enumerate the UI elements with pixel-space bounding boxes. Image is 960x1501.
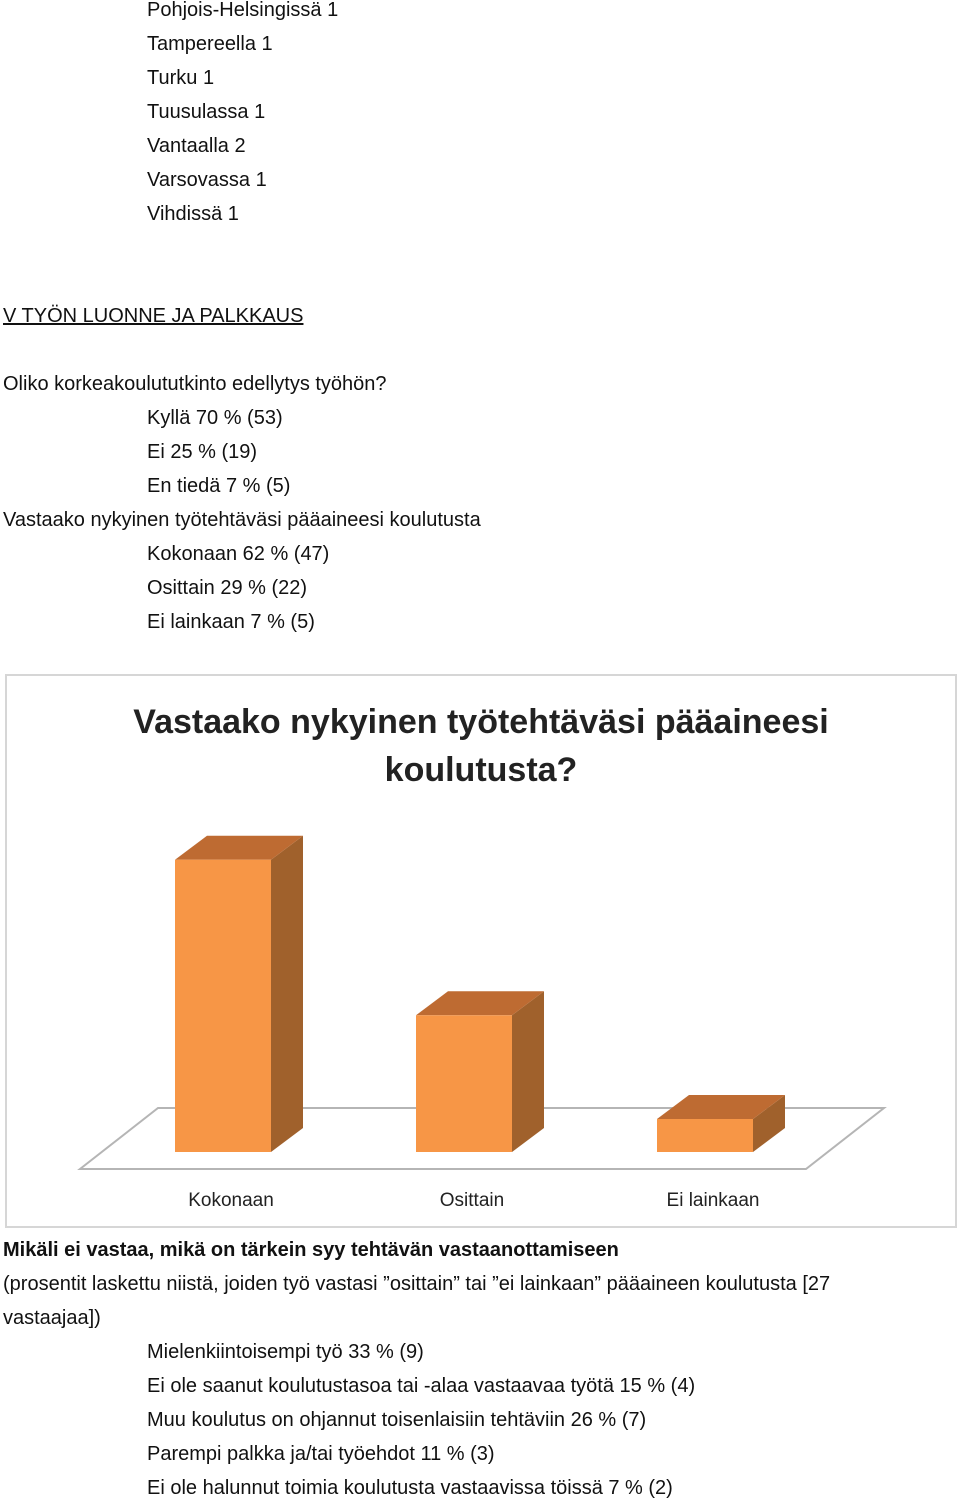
question-3: Mikäli ei vastaa, mikä on tärkein syy tehtävän vastaanottamiseen bbox=[3, 1239, 619, 1261]
q3-answer: Muu koulutus on ohjannut toisenlaisiin tehtäviin 26 % (7) bbox=[147, 1409, 647, 1431]
bar-chart bbox=[5, 674, 957, 1228]
bar-ei-lainkaan bbox=[657, 1119, 753, 1152]
q1-answer: En tiedä 7 % (5) bbox=[147, 475, 291, 497]
chart-title-line-1: Vastaako nykyinen työtehtäväsi pääaineesi bbox=[133, 703, 829, 741]
chart-title-line-2: koulutusta? bbox=[384, 751, 578, 789]
chart-plot bbox=[7, 676, 955, 1226]
location-item: Tampereella 1 bbox=[147, 33, 273, 55]
q2-answer: Kokonaan 62 % (47) bbox=[147, 543, 330, 565]
q3-answer: Ei ole halunnut toimia koulutusta vastaavissa töissä 7 % (2) bbox=[147, 1477, 673, 1499]
question-2: Vastaako nykyinen työtehtäväsi pääaineesi koulutusta bbox=[3, 509, 481, 531]
q3-answer: Parempi palkka ja/tai työehdot 11 % (3) bbox=[147, 1443, 495, 1465]
q3-answer: Ei ole saanut koulutustasoa tai -alaa vastaavaa työtä 15 % (4) bbox=[147, 1375, 696, 1397]
q3-note: (prosentit laskettu niistä, joiden työ vastasi ”osittain” tai ”ei lainkaan” pääaineen koulutusta [27 bbox=[3, 1273, 831, 1295]
x-tick-label: Kokonaan bbox=[188, 1190, 274, 1211]
bar-osittain bbox=[416, 1015, 512, 1152]
location-item: Pohjois-Helsingissä 1 bbox=[147, 0, 339, 21]
bar-side bbox=[271, 836, 303, 1152]
q2-answer: Ei lainkaan 7 % (5) bbox=[147, 611, 315, 633]
bar-side bbox=[512, 991, 544, 1152]
q1-answer: Ei 25 % (19) bbox=[147, 441, 258, 463]
location-item: Tuusulassa 1 bbox=[147, 101, 266, 123]
location-item: Varsovassa 1 bbox=[147, 169, 267, 191]
section-heading: V TYÖN LUONNE JA PALKKAUS bbox=[3, 305, 304, 327]
q3-answer: Mielenkiintoisempi työ 33 % (9) bbox=[147, 1341, 424, 1363]
bar-kokonaan bbox=[175, 860, 271, 1152]
location-item: Vantaalla 2 bbox=[147, 135, 246, 157]
q2-answer: Osittain 29 % (22) bbox=[147, 577, 308, 599]
question-1: Oliko korkeakoulututkinto edellytys työhön? bbox=[3, 373, 387, 395]
q3-note: vastaajaa]) bbox=[3, 1307, 101, 1329]
q1-answer: Kyllä 70 % (53) bbox=[147, 407, 283, 429]
x-tick-label: Osittain bbox=[439, 1190, 505, 1211]
location-item: Vihdissä 1 bbox=[147, 203, 239, 225]
location-item: Turku 1 bbox=[147, 67, 215, 89]
x-tick-label: Ei lainkaan bbox=[666, 1190, 760, 1211]
